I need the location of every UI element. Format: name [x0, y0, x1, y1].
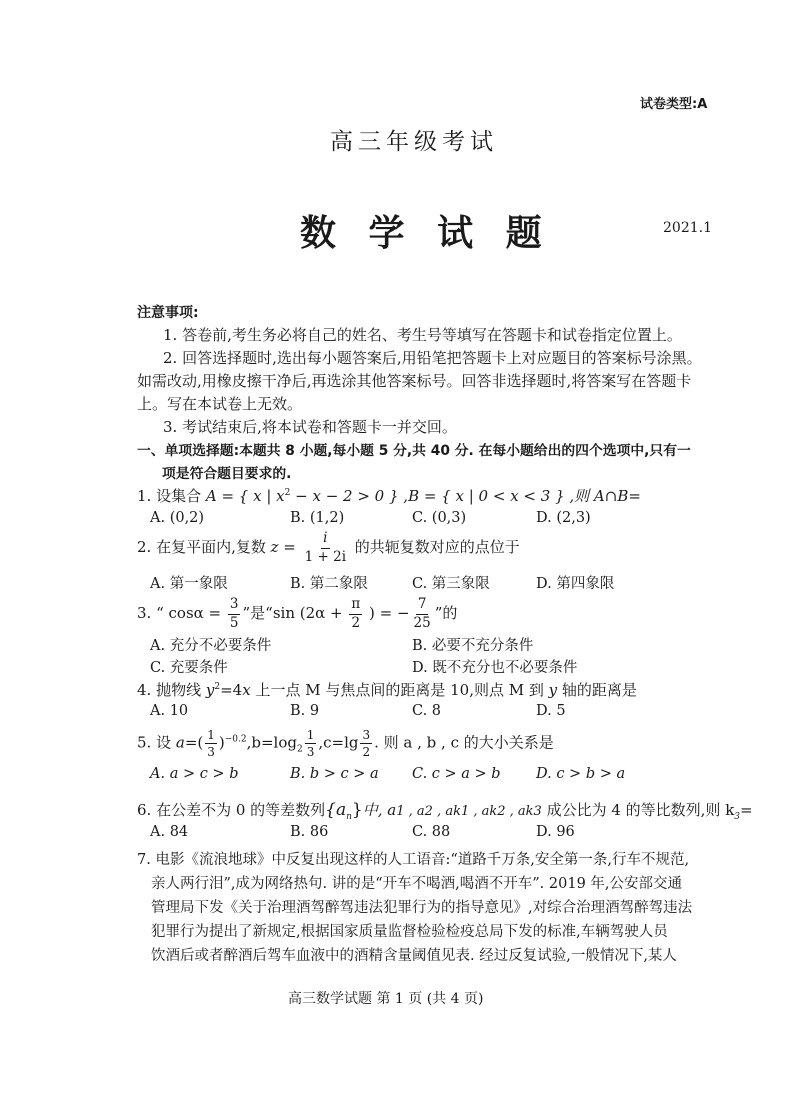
q6-prefix: 6. 在公差不为 0 的等差数列	[137, 801, 326, 819]
q4-option-b: B. 9	[290, 703, 320, 719]
q5-b-part: ,b=log	[246, 733, 297, 752]
q6-suffix-end: =	[740, 801, 753, 819]
q5-option-c: C. c > a > b	[412, 766, 501, 782]
q4-text-4: 轴的距离是	[557, 681, 637, 699]
q3-option-c: C. 充要条件	[150, 660, 228, 676]
q3-fraction-1	[228, 598, 241, 630]
q2-eq: =	[278, 538, 301, 556]
q3-fraction-2	[349, 598, 362, 630]
q1-option-c: C. (0,3)	[412, 510, 467, 526]
q1-option-a: A. (0,2)	[150, 510, 205, 526]
q3-mid2: ) = −	[364, 604, 410, 622]
q4-option-d: D. 5	[536, 703, 566, 719]
question-7-line-3: 管理局下发《关于治理酒驾醉驾违法犯罪行为的指导意见》,对综合治理酒驾醉驾违法	[151, 900, 693, 916]
q5-c-part: ,c=lg	[318, 733, 359, 752]
q3-denominator-2: 2	[351, 614, 361, 631]
q5-denominator-2: 3	[306, 745, 315, 759]
q1-set-rest: − x − 2 > 0 } ,B = { x | 0 < x < 3 } ,则 A∩B=	[290, 487, 641, 505]
q1-set-a-exponent: 2	[284, 488, 291, 498]
q5-var-a: a	[175, 733, 185, 752]
q3-fraction-3	[412, 598, 433, 630]
q6-sequence: {a	[325, 800, 347, 820]
q5-log-base: 2	[296, 744, 303, 755]
q5-fraction-3	[360, 729, 372, 758]
q2-fraction	[303, 532, 348, 564]
q3-numerator-3: 7	[416, 598, 429, 615]
q3-denominator-1: 5	[229, 614, 239, 631]
q5-a-exponent: −0.2	[224, 734, 247, 745]
question-3	[137, 598, 457, 630]
question-7-line-4: 犯罪行为提出了新规定,根据国家质量监督检验检疫总局下发的标准,车辆驾驶人员	[151, 924, 668, 940]
q5-option-b: B. b > c > a	[290, 766, 379, 782]
q3-numerator-1: 3	[228, 598, 241, 615]
notes-item-2-line-3: 上。写在本试卷上无效。	[137, 395, 303, 413]
question-2	[137, 532, 520, 564]
q3-suffix: ”的	[434, 604, 458, 622]
q3-option-a: A. 充分不必要条件	[150, 638, 272, 654]
question-4	[137, 679, 637, 700]
q1-set-a: A = { x | x	[205, 487, 285, 505]
q6-option-d: D. 96	[536, 824, 575, 840]
notes-title: 注意事项:	[137, 305, 199, 321]
q3-option-d: D. 既不充分也不必要条件	[412, 660, 578, 676]
q5-suffix: . 则 a , b , c 的大小关系是	[374, 733, 554, 752]
exam-date: 2021.1	[663, 220, 712, 236]
question-7-line-1: 7. 电影《流浪地球》中反复出现这样的人工语音:“道路千万条,安全第一条,行车不规范,	[137, 852, 690, 868]
question-7-line-5: 饮酒后或者醉酒后驾车血液中的酒精含量阈值见表. 经过反复试验,一般情况下,某人	[151, 948, 677, 964]
q4-option-a: A. 10	[150, 703, 189, 719]
q2-option-b: B. 第二象限	[290, 576, 368, 592]
q4-var-x: x	[242, 681, 251, 699]
q2-numerator: i	[321, 532, 329, 549]
q5-fraction-1	[205, 729, 217, 758]
q6-option-c: C. 88	[412, 824, 451, 840]
q5-option-d: D. c > b > a	[536, 766, 626, 782]
q6-suffix: 成公比为 4 的等比数列,则 k	[541, 801, 735, 819]
q4-var-y: y	[205, 681, 215, 699]
q5-numerator-3: 3	[362, 728, 371, 742]
q4-text-3: 上一点 M 与焦点间的距离是 10,则点 M 到	[250, 681, 549, 699]
q6-option-b: B. 86	[290, 824, 329, 840]
q3-denominator-3: 25	[413, 614, 431, 631]
question-7-line-2: 亲人两行泪”,成为网络热句. 讲的是“开车不喝酒,喝酒不开车”. 2019 年,公安部交通	[151, 876, 683, 892]
q4-var-y-axis: y	[548, 681, 558, 699]
q6-terms: 1 , a2 , ak1 , ak2 , ak3	[396, 804, 542, 819]
q6-sequence-subscript: n	[346, 812, 352, 822]
question-5	[137, 729, 554, 758]
exam-title: 高三年级考试	[330, 129, 498, 155]
q5-denominator-1: 3	[207, 745, 215, 759]
q5-numerator-2: 1	[306, 728, 315, 742]
q4-exponent: 2	[214, 682, 221, 692]
q2-prefix: 2. 在复平面内,复数	[137, 538, 271, 556]
q1-option-d: D. (2,3)	[536, 510, 591, 526]
notes-item-2-line-1: 2. 回答选择题时,选出每小题答案后,用铅笔把答题卡上对应题目的答案标号涂黑。	[163, 349, 702, 367]
q2-option-a: A. 第一象限	[150, 576, 228, 592]
q5-option-a: A. a > c > b	[150, 766, 239, 782]
q2-suffix: 的共轭复数对应的点位于	[350, 538, 520, 556]
q5-prefix: 5. 设	[137, 733, 176, 752]
q2-option-c: C. 第三象限	[412, 576, 490, 592]
question-6	[137, 799, 753, 822]
section-1-heading-line-1: 一、单项选择题:本题共 8 小题,每小题 5 分,共 40 分. 在每小题给出的四个选项中,只有一	[137, 443, 691, 459]
q1-prefix: 1. 设集合	[137, 487, 206, 505]
q5-denominator-3: 2	[362, 745, 371, 759]
paper-type-label: 试卷类型:A	[640, 97, 708, 112]
q6-suffix-subscript: 3	[734, 812, 741, 822]
q2-denominator: 1 + 2i	[304, 548, 347, 565]
q2-var: z	[270, 538, 279, 556]
q3-numerator-2: π	[349, 598, 362, 615]
q3-option-b: B. 必要不充分条件	[412, 638, 534, 654]
q6-middle: 中, a	[362, 801, 397, 819]
page-footer: 高三数学试题 第 1 页 (共 4 页)	[288, 991, 484, 1007]
q3-mid: ”是“sin (2α +	[242, 604, 348, 622]
notes-item-3: 3. 考试结束后,将本试卷和答题卡一并交回。	[163, 418, 457, 436]
notes-item-2-line-2: 如需改动,用橡皮擦干净后,再选涂其他答案标号。回答非选择题时,将答案写在答题卡	[137, 372, 692, 390]
q5-a-close: )	[218, 733, 225, 752]
section-1-heading-line-2: 项是符合题目要求的.	[162, 466, 292, 482]
q6-option-a: A. 84	[150, 824, 189, 840]
q3-prefix: 3. “ cosα =	[137, 604, 226, 622]
q6-sequence-close: }	[351, 800, 363, 820]
q2-option-d: D. 第四象限	[536, 576, 615, 592]
q4-option-c: C. 8	[412, 703, 442, 719]
notes-item-1: 1. 答卷前,考生务必将自己的姓名、考生号等填写在答题卡和试卷指定位置上。	[163, 326, 682, 344]
q5-fraction-2	[305, 729, 317, 758]
question-1	[137, 485, 641, 506]
subject-title: 数 学 试 题	[300, 212, 552, 254]
q5-numerator-1: 1	[207, 728, 215, 742]
q5-a-eq: =(	[184, 733, 204, 752]
q1-option-b: B. (1,2)	[290, 510, 345, 526]
q4-text-1: 4. 抛物线	[137, 681, 206, 699]
q4-text-2: =4	[220, 681, 243, 699]
